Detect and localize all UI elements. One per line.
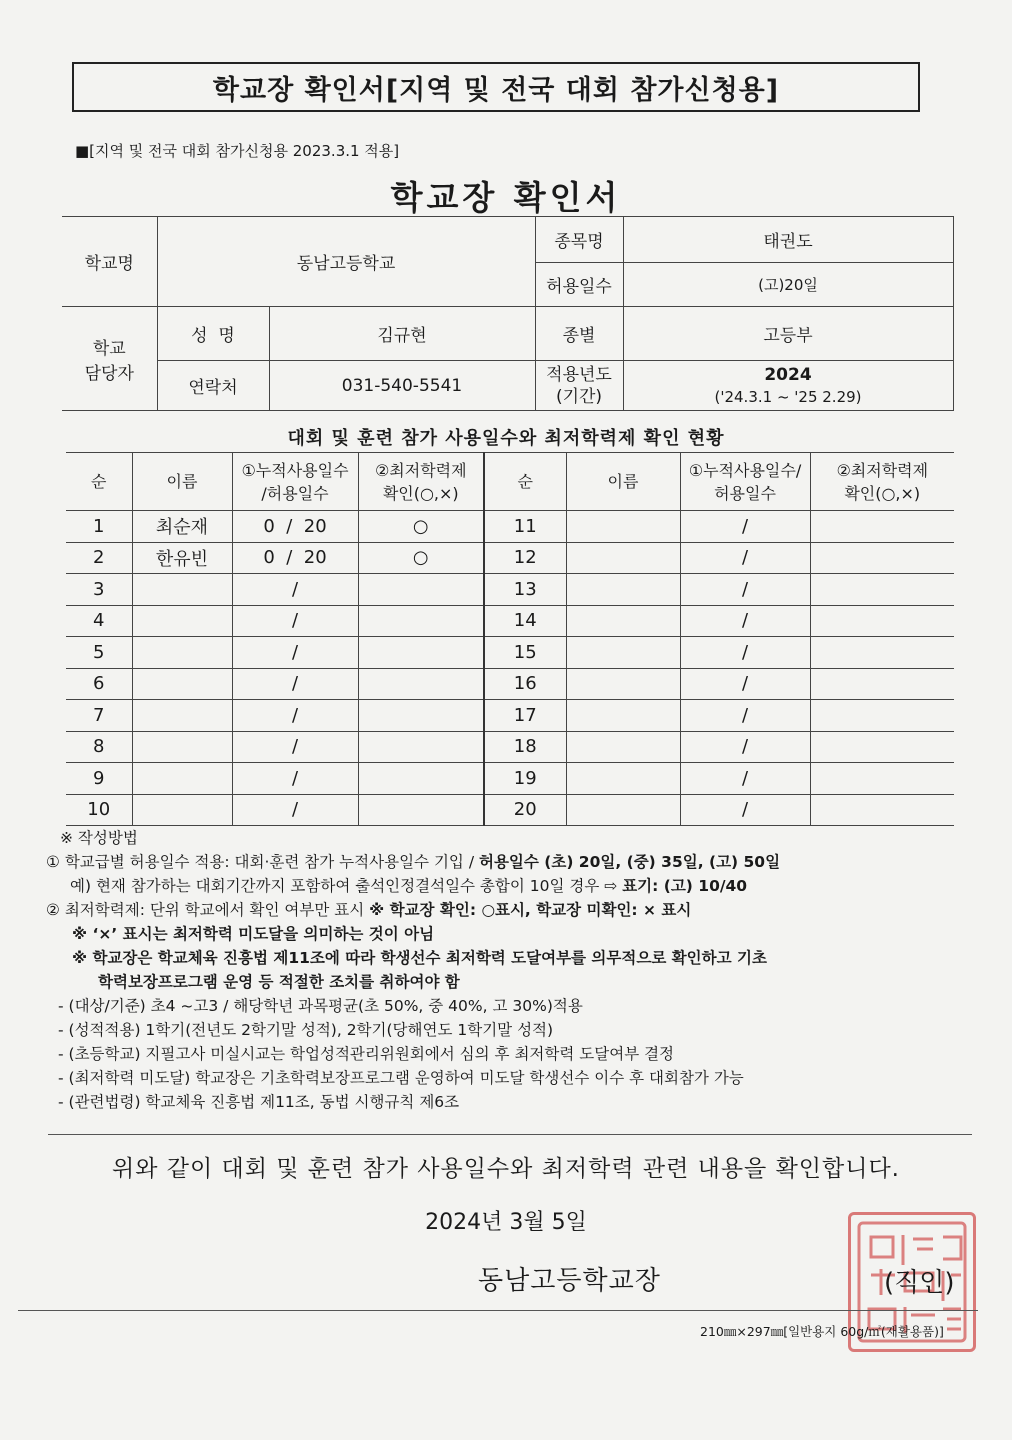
row-no: 7 xyxy=(66,700,132,732)
year-number: 2024 xyxy=(764,364,812,385)
row-days: / xyxy=(232,794,358,826)
form-note: ■[지역 및 전국 대회 참가신청용 2023.3.1 적용] xyxy=(75,142,400,160)
row-days: / xyxy=(680,794,810,826)
divider-line xyxy=(48,1134,972,1135)
year-label-line2: (기간) xyxy=(555,386,603,407)
row-name xyxy=(132,731,232,763)
footer-line xyxy=(18,1310,978,1311)
row-days: / xyxy=(680,637,810,669)
row-days: / xyxy=(680,763,810,795)
header-academic-left-line1: ②최저학력제 xyxy=(374,460,467,480)
row-days: / xyxy=(680,731,810,763)
row-check xyxy=(358,574,484,606)
row-check xyxy=(358,731,484,763)
row-no: 18 xyxy=(484,731,566,763)
row-no: 6 xyxy=(66,668,132,700)
detail-3: - (초등학교) 지필고사 미실시교는 학업성적관리위원회에서 심의 후 최저학력 도달여부 결정 xyxy=(58,1045,675,1063)
row-check xyxy=(358,763,484,795)
row-name xyxy=(132,763,232,795)
row-check xyxy=(810,511,954,543)
row-days: 0 / 20 xyxy=(232,511,358,543)
info-table xyxy=(62,216,954,411)
row-check xyxy=(358,668,484,700)
row-no: 14 xyxy=(484,605,566,637)
note-3: ※ ‘×’ 표시는 최저학력 미도달을 의미하는 것이 아님 xyxy=(72,925,435,943)
event-value: 태권도 xyxy=(623,217,953,263)
staff-label xyxy=(62,307,157,411)
header-days-left-line1: ①누적사용일수 xyxy=(241,460,349,480)
contact-value: 031-540-5541 xyxy=(269,361,535,411)
row-check xyxy=(810,700,954,732)
row-days: / xyxy=(680,700,810,732)
table-row xyxy=(66,731,954,763)
year-value xyxy=(623,361,953,411)
table-row xyxy=(66,511,954,543)
row-days: / xyxy=(232,763,358,795)
row-name xyxy=(132,794,232,826)
row-name xyxy=(566,731,680,763)
row-no: 12 xyxy=(484,542,566,574)
row-days: / xyxy=(232,605,358,637)
table-row xyxy=(66,605,954,637)
row-check xyxy=(358,700,484,732)
paper-spec: 210㎜×297㎜[일반용지 60g/㎡(재활용품)] xyxy=(700,1324,944,1339)
note-1a xyxy=(46,850,976,874)
row-no: 19 xyxy=(484,763,566,795)
header-name-right: 이름 xyxy=(566,453,680,511)
row-days: / xyxy=(232,700,358,732)
table-row xyxy=(66,668,954,700)
row-days: / xyxy=(680,605,810,637)
row-name xyxy=(566,763,680,795)
note-2-bold: ※ 학교장 확인: ○표시, 학교장 미확인: × 표시 xyxy=(369,901,692,919)
row-no: 10 xyxy=(66,794,132,826)
row-name xyxy=(566,637,680,669)
row-name xyxy=(566,605,680,637)
year-label-line1: 적용년도 xyxy=(546,364,612,385)
row-check xyxy=(810,605,954,637)
row-name: 최순재 xyxy=(132,511,232,543)
name-label: 성 명 xyxy=(157,307,269,361)
row-check xyxy=(358,605,484,637)
division-value: 고등부 xyxy=(623,307,953,361)
row-no: 2 xyxy=(66,542,132,574)
row-no: 13 xyxy=(484,574,566,606)
contact-label: 연락처 xyxy=(157,361,269,411)
note-4b: 학력보장프로그램 운영 등 적절한 조치를 취하여야 함 xyxy=(98,973,460,991)
section-title: 대회 및 훈련 참가 사용일수와 최저학력제 확인 현황 xyxy=(287,428,725,449)
row-days: / xyxy=(232,637,358,669)
row-name xyxy=(132,637,232,669)
row-no: 20 xyxy=(484,794,566,826)
row-no: 15 xyxy=(484,637,566,669)
header-days-right-line2: 허용일수 xyxy=(714,483,776,503)
detail-4: - (최저학력 미도달) 학교장은 기초학력보장프로그램 운영하여 미도달 학생선수 이수 후 대회참가 가능 xyxy=(58,1069,744,1087)
status-table xyxy=(66,452,954,826)
row-name xyxy=(566,542,680,574)
table-row xyxy=(66,794,954,826)
table-row xyxy=(66,763,954,795)
row-name: 한유빈 xyxy=(132,542,232,574)
row-no: 9 xyxy=(66,763,132,795)
name-value: 김규현 xyxy=(269,307,535,361)
row-no: 3 xyxy=(66,574,132,606)
note-1b-bold: 표기: (고) 10/40 xyxy=(622,877,748,895)
row-days: / xyxy=(232,574,358,606)
row-days: / xyxy=(232,731,358,763)
row-name xyxy=(132,605,232,637)
row-name xyxy=(132,668,232,700)
year-label xyxy=(535,361,623,411)
row-check: ○ xyxy=(358,511,484,543)
table-row xyxy=(66,574,954,606)
header-no-left: 순 xyxy=(66,453,132,511)
note-2 xyxy=(46,898,976,922)
note-4a: ※ 학교장은 학교체육 진흥법 제11조에 따라 학생선수 최저학력 도달여부를 의무적으로 확인하고 기초 xyxy=(72,949,767,967)
table-row xyxy=(66,700,954,732)
seal-label: (직인) xyxy=(884,1268,955,1298)
row-check xyxy=(810,794,954,826)
year-period: ('24.3.1 ~ '25 2.29) xyxy=(714,387,862,406)
row-check xyxy=(810,668,954,700)
detail-1: - (대상/기준) 초4 ~고3 / 해당학년 과목평균(초 50%, 중 40%, 고 30%)적용 xyxy=(58,997,583,1015)
school-value: 동남고등학교 xyxy=(157,217,535,307)
row-name xyxy=(132,574,232,606)
row-no: 16 xyxy=(484,668,566,700)
header-academic-left xyxy=(358,453,484,511)
issue-date: 2024년 3월 5일 xyxy=(425,1210,587,1235)
confirm-statement: 위와 같이 대회 및 훈련 참가 사용일수와 최저학력 관련 내용을 확인합니다. xyxy=(112,1156,900,1182)
staff-label-line1: 학교 xyxy=(92,338,126,359)
note-1a-bold: 허용일수 (초) 20일, (중) 35일, (고) 50일 xyxy=(478,853,781,871)
row-days: / xyxy=(232,668,358,700)
row-check xyxy=(810,574,954,606)
header-academic-right-line1: ②최저학력제 xyxy=(836,460,929,480)
row-days: / xyxy=(680,542,810,574)
row-name xyxy=(566,700,680,732)
note-1b-text: 예) 현재 참가하는 대회기간까지 포함하여 출석인정결석일수 총합이 10일 경우 ⇨ xyxy=(70,877,623,895)
row-no: 5 xyxy=(66,637,132,669)
allowed-days-value: (고)20일 xyxy=(623,263,953,307)
notes-block xyxy=(46,826,976,1114)
row-check xyxy=(810,763,954,795)
row-days: / xyxy=(680,668,810,700)
note-1a-text: ① 학교급별 허용일수 적용: 대회·훈련 참가 누적사용일수 기입 / xyxy=(46,853,479,871)
row-check xyxy=(810,542,954,574)
table-row xyxy=(66,542,954,574)
row-no: 8 xyxy=(66,731,132,763)
row-name xyxy=(566,668,680,700)
note-2-text: ② 최저학력제: 단위 학교에서 확인 여부만 표시 xyxy=(46,901,370,919)
header-days-right-line1: ①누적사용일수/ xyxy=(688,460,802,480)
school-label: 학교명 xyxy=(62,217,157,307)
row-check xyxy=(810,731,954,763)
status-rows xyxy=(66,511,954,826)
row-name xyxy=(132,700,232,732)
row-no: 11 xyxy=(484,511,566,543)
row-check xyxy=(358,637,484,669)
header-academic-right xyxy=(810,453,954,511)
header-name-left: 이름 xyxy=(132,453,232,511)
row-no: 17 xyxy=(484,700,566,732)
header-days-left-line2: /허용일수 xyxy=(261,483,329,503)
notes-heading: ※ 작성방법 xyxy=(60,829,138,847)
division-label: 종별 xyxy=(535,307,623,361)
row-check xyxy=(810,637,954,669)
header-no-right: 순 xyxy=(484,453,566,511)
principal-name: 동남고등학교장 xyxy=(478,1266,661,1296)
row-name xyxy=(566,794,680,826)
note-1b xyxy=(46,874,976,898)
row-check xyxy=(358,794,484,826)
table-row xyxy=(66,637,954,669)
page-title: 학교장 확인서 xyxy=(390,178,622,217)
staff-label-line2: 담당자 xyxy=(84,363,134,384)
detail-2: - (성적적용) 1학기(전년도 2학기말 성적), 2학기(당해연도 1학기말 성적) xyxy=(58,1021,554,1039)
boxed-title: 학교장 확인서[지역 및 전국 대회 참가신청용] xyxy=(72,62,920,112)
header-academic-right-line2: 확인(○,×) xyxy=(844,483,921,503)
detail-5: - (관련법령) 학교체육 진흥법 제11조, 동법 시행규칙 제6조 xyxy=(58,1093,460,1111)
row-days: / xyxy=(680,511,810,543)
row-check: ○ xyxy=(358,542,484,574)
header-academic-left-line2: 확인(○,×) xyxy=(382,483,459,503)
row-days: 0 / 20 xyxy=(232,542,358,574)
header-days-left xyxy=(232,453,358,511)
row-no: 4 xyxy=(66,605,132,637)
row-no: 1 xyxy=(66,511,132,543)
row-name xyxy=(566,574,680,606)
row-days: / xyxy=(680,574,810,606)
header-days-right xyxy=(680,453,810,511)
row-name xyxy=(566,511,680,543)
event-label: 종목명 xyxy=(535,217,623,263)
allowed-days-label: 허용일수 xyxy=(535,263,623,307)
